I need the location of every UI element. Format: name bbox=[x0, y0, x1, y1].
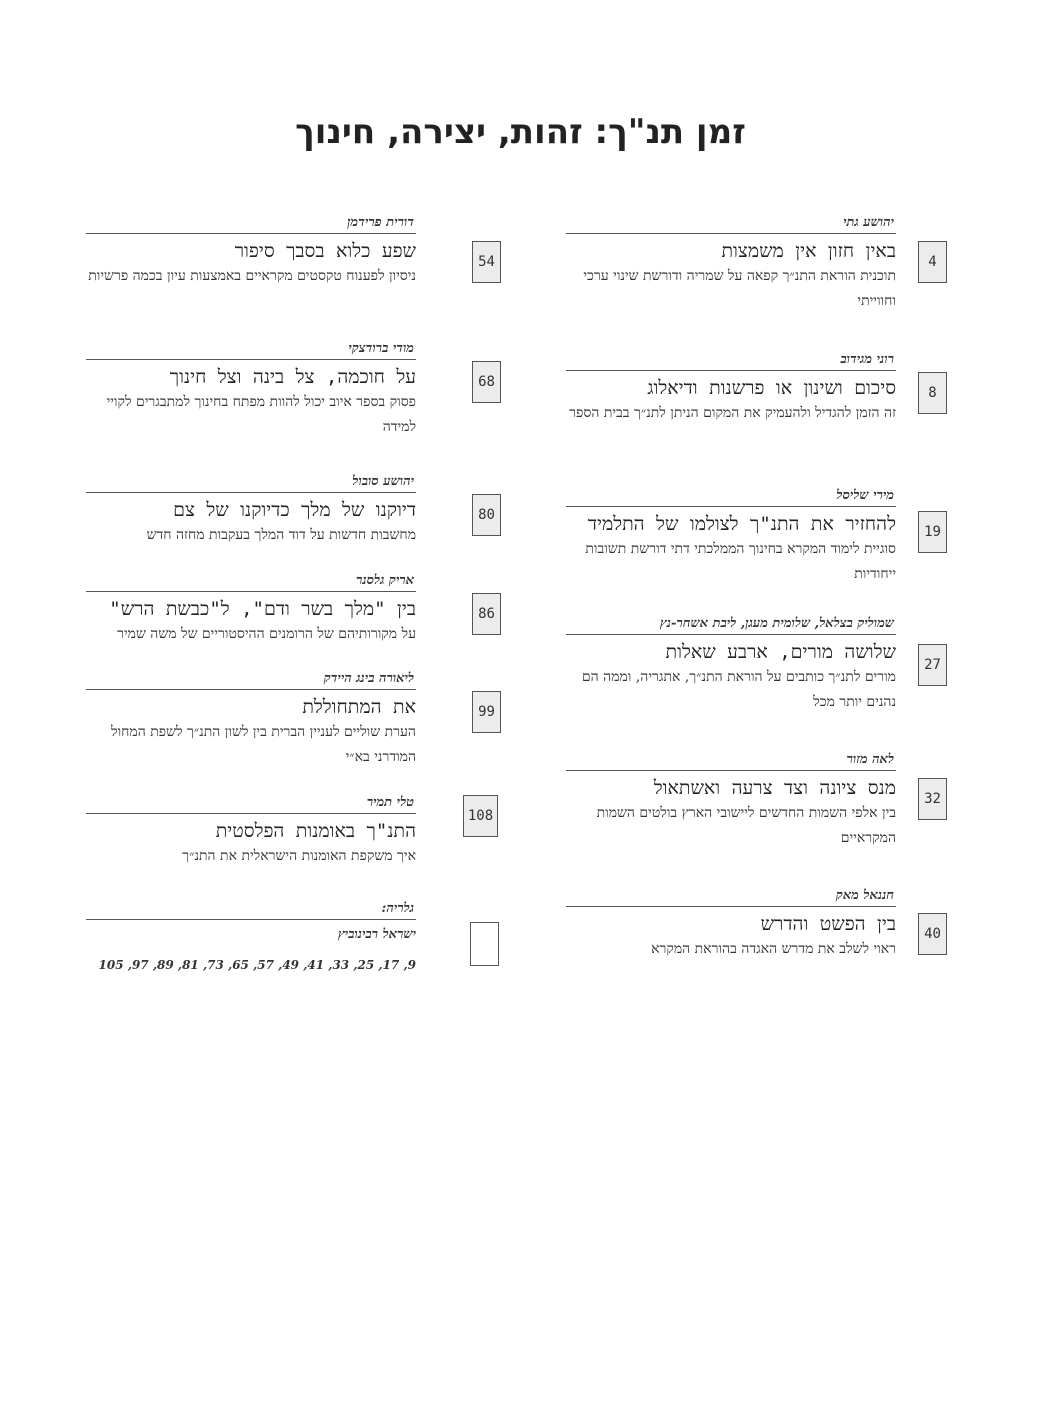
divider bbox=[86, 689, 416, 690]
page-number: 99 bbox=[472, 691, 501, 733]
entry-subtitle: הערת שוליים לעניין הברית בין לשון התנ״ך לשפת המחול המודרני בא״י bbox=[111, 724, 416, 765]
gallery-box bbox=[470, 922, 499, 966]
entry-title: מנס ציונה וצד צרעה ואשתאול bbox=[653, 777, 896, 799]
toc-entry[interactable] bbox=[566, 350, 937, 486]
toc-entry[interactable] bbox=[566, 750, 941, 886]
page-number: 80 bbox=[472, 494, 501, 536]
entry-author: יהושע סובול bbox=[352, 474, 414, 489]
entry-subtitle: ראוי לשלב את מדרש האגדה בהוראת המקרא bbox=[651, 941, 896, 957]
divider bbox=[566, 506, 896, 507]
page-number: 108 bbox=[463, 795, 498, 837]
toc-left-column bbox=[86, 213, 495, 979]
entry-subtitle: זה הזמן להגדיל ולהעמיק את המקום הניתן לתנ״ך בבית הספר bbox=[569, 405, 896, 421]
toc-entry[interactable] bbox=[566, 213, 937, 350]
entry-title: בין הפשט והדרש bbox=[760, 913, 896, 935]
toc-entry[interactable] bbox=[566, 486, 941, 614]
entry-author: רוני מגידוב bbox=[840, 352, 894, 367]
entry-author: ליאורה בינג היידק bbox=[323, 671, 414, 686]
divider bbox=[566, 634, 896, 635]
entry-author: חננאל מאק bbox=[835, 888, 894, 903]
entry-subtitle: מורים לתנ״ך כותבים על הוראת התנ״ך, אתגריה, וממה הם נהנים יותר מכל bbox=[581, 669, 896, 710]
entry-title: שלושה מורים, ארבע שאלות bbox=[665, 641, 896, 663]
entry-subtitle: מחשבות חדשות על דוד המלך בעקבות מחזה חדש bbox=[146, 527, 416, 543]
entry-author: מודי ברודצקי bbox=[348, 341, 414, 356]
entry-subtitle: על מקורותיהם של הרומנים ההיסטוריים של משה שמיר bbox=[117, 626, 416, 642]
divider bbox=[86, 591, 416, 592]
entry-subtitle: פסוק בספר איוב יכול להוות מפתח בחינוך למתבגרים לקויי למידה bbox=[106, 394, 416, 435]
entry-subtitle: איך משקפת האומנות הישראלית את התנ״ך bbox=[182, 848, 416, 864]
entry-title: על חוכמה, צל בינה וצל חינוך bbox=[169, 366, 416, 388]
toc-entry[interactable] bbox=[86, 339, 495, 472]
page-number: 4 bbox=[918, 241, 947, 283]
entry-author: אריק גלסנר bbox=[355, 573, 414, 588]
entry-title: בין "מלך בשר ודם", ל"כבשת הרש" bbox=[109, 598, 416, 620]
toc-entry[interactable] bbox=[86, 213, 495, 339]
page-number: 40 bbox=[918, 913, 947, 955]
toc-entry[interactable] bbox=[86, 571, 495, 669]
page-number: 32 bbox=[918, 778, 947, 820]
toc-entry[interactable] bbox=[86, 472, 495, 571]
page-title: זמן תנ"ך: זהות, יצירה, חינוך bbox=[295, 112, 746, 152]
entry-title: שפע כלוא בסבך סיפור bbox=[234, 240, 416, 262]
toc-right-column bbox=[566, 213, 941, 986]
divider bbox=[86, 359, 416, 360]
entry-author: טלי תמיר bbox=[366, 795, 414, 810]
page-number: 54 bbox=[472, 241, 501, 283]
entry-title: להחזיר את התנ"ך לצולמו של התלמיד bbox=[587, 513, 896, 535]
gallery-entry[interactable] bbox=[86, 899, 416, 979]
entry-subtitle: סוגיית לימוד המקרא בחינוך הממלכתי דתי דורשת תשובות ייחודיות bbox=[585, 541, 896, 582]
divider bbox=[86, 813, 416, 814]
entry-author: דורית פרידמן bbox=[347, 215, 414, 230]
entry-subtitle: ניסיון לפענוח טקסטים מקראיים באמצעות עיון בכמה פרשיות bbox=[88, 268, 416, 284]
page-number: 27 bbox=[918, 644, 947, 686]
entry-subtitle: בין אלפי השמות החדשים ליישובי הארץ בולטים השמות המקראיים bbox=[596, 805, 896, 846]
divider bbox=[566, 370, 896, 371]
page-number: 19 bbox=[918, 511, 947, 553]
entry-title: סיכום ושינון או פרשנות ודיאלוג bbox=[647, 377, 896, 399]
entry-author: שמוליק בצלאל, שלומית מעגן, ליבת אשחר-נץ bbox=[660, 616, 894, 631]
gallery-artist: ישראל רבינוביץ bbox=[337, 927, 416, 942]
toc-entry[interactable] bbox=[566, 886, 941, 986]
entry-title: באין חזון אין משמצות bbox=[721, 240, 896, 262]
toc-entry[interactable] bbox=[566, 614, 941, 750]
divider bbox=[566, 770, 896, 771]
gallery-label: גלריה: bbox=[381, 901, 414, 916]
divider bbox=[86, 233, 416, 234]
entry-subtitle: תוכנית הוראת התנ״ך קפאה על שמריה ודורשת שינוי ערכי וחווייתי bbox=[583, 268, 896, 309]
gallery-pages: 9, 17, 25, 33, 41, 49, 57, 65, 73, 81, 89, 97, 105 bbox=[98, 958, 416, 972]
page-number: 68 bbox=[472, 361, 501, 403]
page-number: 8 bbox=[918, 372, 947, 414]
entry-author: לאה מזור bbox=[846, 752, 894, 767]
entry-author: יהושע גתי bbox=[843, 215, 894, 230]
divider bbox=[86, 919, 416, 920]
toc-entry[interactable] bbox=[86, 793, 494, 899]
entry-title: התנ"ך באומנות הפלסטית bbox=[215, 820, 416, 842]
divider bbox=[566, 233, 896, 234]
entry-author: מירי שליסל bbox=[836, 488, 894, 503]
entry-title: את המתחוללת bbox=[302, 696, 416, 718]
toc-entry[interactable] bbox=[86, 669, 495, 793]
divider bbox=[566, 906, 896, 907]
divider bbox=[86, 492, 416, 493]
page-number: 86 bbox=[472, 593, 501, 635]
entry-title: דיוקנו של מלך כדיוקנו של צם bbox=[173, 499, 416, 521]
